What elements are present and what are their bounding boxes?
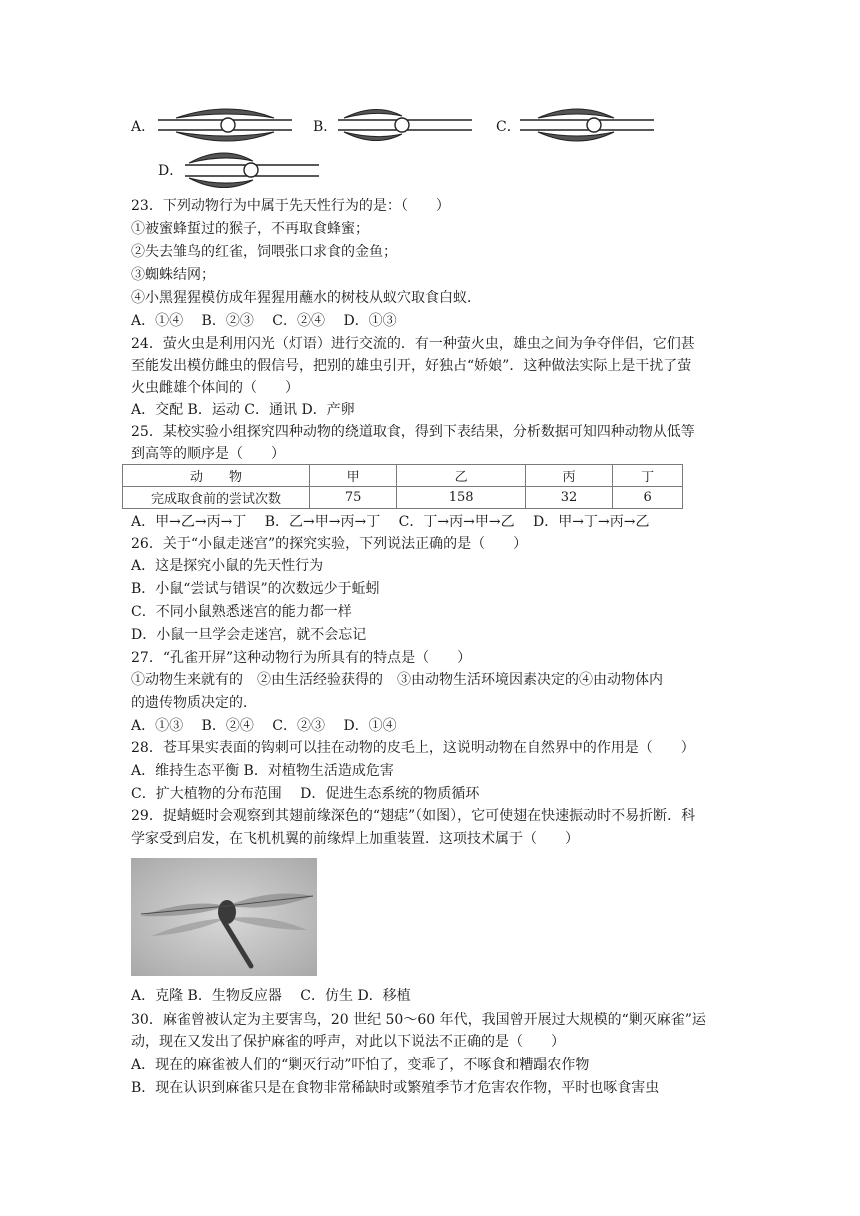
arm-muscle-figure-c [518, 106, 656, 144]
q24-choices: A．交配 B．运动 C．通讯 D．产卵 [131, 402, 355, 418]
q25-choices: A．甲→乙→丙→丁 B．乙→甲→丙→丁 C．丁→丙→甲→乙 D．甲→丁→丙→乙 [131, 514, 650, 530]
q27-line-3: 的遗传物质决定的． [131, 695, 257, 711]
q30-line-2: 动，现在又发出了保护麻雀的呼声，对此以下说法不正确的是（ ） [131, 1034, 565, 1050]
table-cell: 158 [397, 487, 526, 509]
q23-item-4: ④小黑猩猩模仿成年猩猩用蘸水的树枝从蚁穴取食白蚁． [131, 290, 481, 306]
q24-line-3: 火虫雌雄个体间的（ ） [131, 380, 299, 396]
table-cell: 32 [525, 487, 612, 509]
option-d-label: D． [158, 163, 184, 179]
q23-item-3: ③蜘蛛结网； [131, 267, 215, 283]
q30-choice-a: A．现在的麻雀被人们的“剿灭行动”吓怕了，变乖了，不啄食和糟蹋农作物 [131, 1057, 590, 1073]
q27-choices: A．①③ B．②④ C．②③ D．①④ [131, 718, 397, 734]
q23-stem: 23．下列动物行为中属于先天性行为的是：（ ） [131, 198, 450, 214]
q24-line-1: 24．萤火虫是利用闪光（灯语）进行交流的．有一种萤火虫，雄虫之间为争夺伴侣，它们甚 [131, 336, 695, 352]
q29-line-2: 学家受到启发，在飞机机翼的前缘焊上加重装置．这项技术属于（ ） [131, 831, 579, 847]
q28-choices-line-1: A．维持生态平衡 B．对植物生活造成危害 [131, 763, 394, 779]
q23-item-2: ②失去雏鸟的红雀，饲喂张口求食的金鱼； [131, 244, 397, 260]
table-cell: 75 [310, 487, 397, 509]
option-b-label: B． [313, 119, 338, 135]
q23-item-1: ①被蜜蜂蜇过的猴子，不再取食蜂蜜； [131, 221, 369, 237]
q27-line-2: ①动物生来就有的 ②由生活经验获得的 ③由动物生活环境因素决定的④由动物体内 [131, 672, 663, 688]
q30-choice-b: B．现在认识到麻雀只是在食物非常稀缺时或繁殖季节才危害农作物，平时也啄食害虫 [131, 1080, 660, 1096]
q29-line-1: 29．捉蜻蜓时会观察到其翅前缘深色的“翅痣”（如图），它可使翅在快速振动时不易折断．科 [131, 808, 696, 824]
table-row [123, 487, 683, 509]
q27-line-1: 27．“孔雀开屏”这种动物行为所具有的特点是（ ） [131, 650, 472, 666]
q28-stem: 28．苍耳果实表面的钩刺可以挂在动物的皮毛上，这说明动物在自然界中的作用是（ ） [131, 740, 695, 756]
q28-choices-line-2: C．扩大植物的分布范围 D．促进生态系统的物质循环 [131, 786, 480, 802]
table-header-cell: 丙 [525, 465, 612, 487]
q26-choice-c: C．不同小鼠熟悉迷宫的能力都一样 [131, 604, 352, 620]
q26-choice-b: B．小鼠“尝试与错误”的次数远少于蚯蚓 [131, 581, 380, 597]
option-c-label: C． [496, 119, 521, 135]
table-header-row [123, 465, 683, 487]
q26-stem: 26．关于“小鼠走迷宫”的探究实验，下列说法正确的是（ ） [131, 536, 528, 552]
table-header-cell: 乙 [397, 465, 526, 487]
dragonfly-photo [131, 858, 317, 976]
q26-choice-a: A．这是探究小鼠的先天性行为 [131, 558, 324, 574]
arm-muscle-figure-a [156, 106, 294, 144]
arm-muscle-figure-d [183, 150, 321, 192]
q25-line-1: 25．某校实验小组探究四种动物的绕道取食，得到下表结果，分析数据可知四种动物从低等 [131, 424, 695, 440]
table-header-cell: 动 物 [123, 465, 310, 487]
table-cell: 6 [613, 487, 683, 509]
q25-table [122, 464, 683, 509]
table-header-cell: 丁 [613, 465, 683, 487]
table-cell: 完成取食前的尝试次数 [123, 487, 310, 509]
option-a-label: A． [131, 119, 156, 135]
q23-choices: A．①④ B．②③ C．②④ D．①③ [131, 313, 397, 329]
q30-line-1: 30．麻雀曾被认定为主要害鸟，20 世纪 50～60 年代，我国曾开展过大规模的“剿灭麻雀”运 [131, 1012, 706, 1028]
q26-choice-d: D．小鼠一旦学会走迷宫，就不会忘记 [131, 627, 367, 643]
q24-line-2: 至能发出模仿雌虫的假信号，把别的雄虫引开，好独占“娇娘”．这种做法实际上是干扰了萤 [131, 358, 692, 374]
table-header-cell: 甲 [310, 465, 397, 487]
q25-line-2: 到高等的顺序是（ ） [131, 446, 285, 462]
arm-muscle-figure-b [336, 106, 474, 144]
q29-choices: A．克隆 B．生物反应器 C．仿生 D．移植 [131, 988, 411, 1004]
